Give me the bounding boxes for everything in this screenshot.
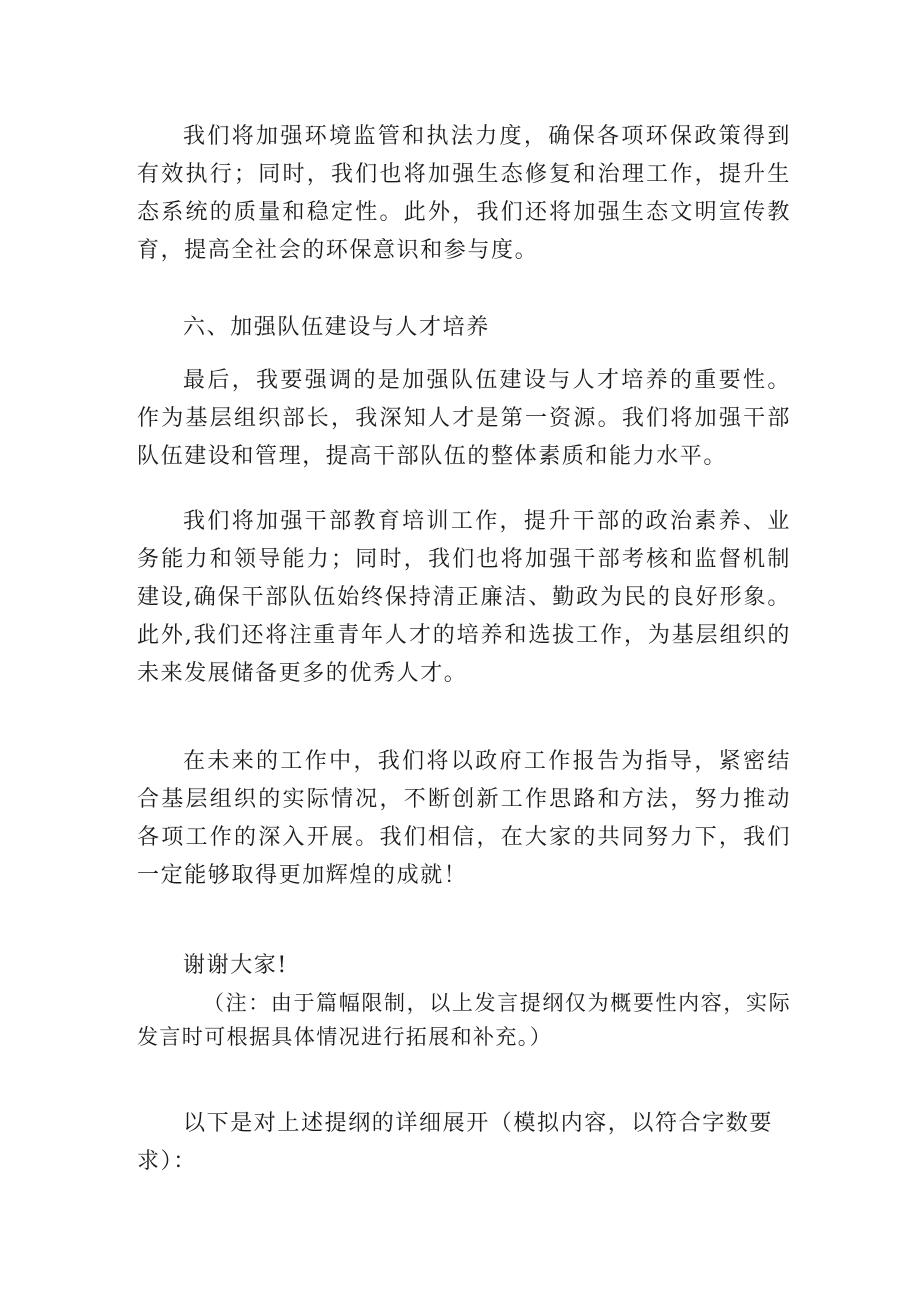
paragraph-environment: 我们将加强环境监管和执法力度，确保各项环保政策得到有效执行；同时，我们也将加强生态修复和治理工作，提升生态系统的质量和稳定性。此外，我们还将加强生态文明宣传教育，提高全社会的环保意识和参与度。 (137, 124, 791, 263)
expansion-intro-line: 以下是对上述提纲的详细展开（模拟内容，以符合字数要求）： (137, 1111, 774, 1174)
thanks-line: 谢谢大家! (183, 953, 288, 978)
paragraph-cadre-training: 我们将加强干部教育培训工作，提升干部的政治素养、业务能力和领导能力；同时，我们也将加强干部考核和监督机制建设,确保干部队伍始终保持清正廉洁、勤政为民的良好形象。此外,我们还将注重青年人才的培养和选拔工作，为基层组织的未来发展储备更多的优秀人才。 (137, 509, 791, 686)
paragraph-talent-importance: 最后，我要强调的是加强队伍建设与人才培养的重要性。作为基层组织部长，我深知人才是第一资源。我们将加强干部队伍建设和管理，提高干部队伍的整体素质和能力水平。 (137, 368, 791, 469)
section-heading-six: 六、加强队伍建设与人才培养 (183, 315, 490, 340)
paragraph-future-work: 在未来的工作中，我们将以政府工作报告为指导，紧密结合基层组织的实际情况，不断创新工作思路和方法，努力推动各项工作的深入开展。我们相信，在大家的共同努力下，我们一定能够取得更加辉煌的成就！ (137, 749, 791, 888)
note-paragraph: （注：由于篇幅限制，以上发言提纲仅为概要性内容，实际发言时可根据具体情况进行拓展和补充。） (137, 991, 791, 1049)
